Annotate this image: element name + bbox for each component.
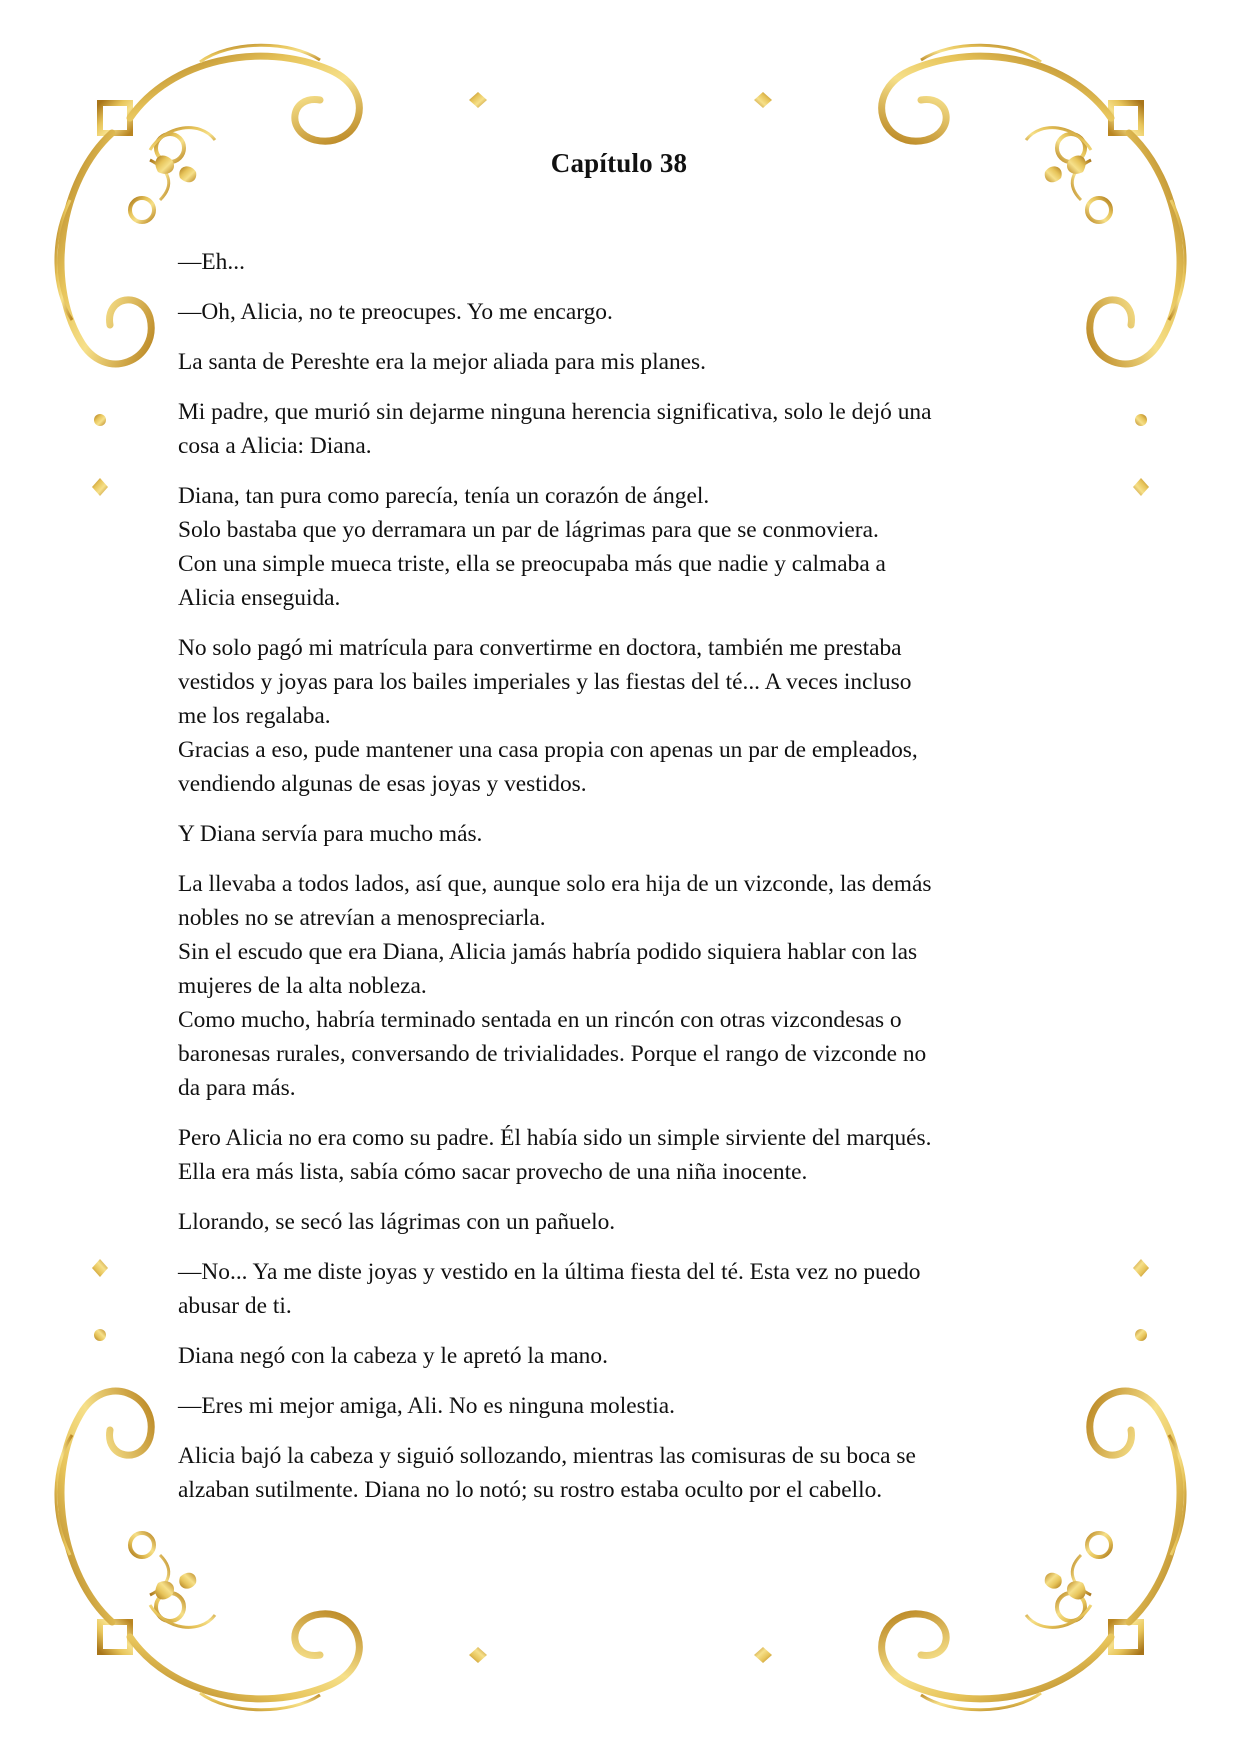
text-line: alzaban sutilmente. Diana no lo notó; su rostro estaba oculto por el cabello. (178, 1477, 883, 1503)
text-line: da para más. (178, 1075, 296, 1101)
text-line: cosa a Alicia: Diana. (178, 433, 372, 459)
paragraph (178, 479, 1060, 615)
text-line: —No... Ya me diste joyas y vestido en la última fiesta del té. Esta vez no puedo (178, 1259, 921, 1285)
text-line: Sin el escudo que era Diana, Alicia jamás habría podido siquiera hablar con las (178, 939, 918, 965)
text-line: baronesas rurales, conversando de trivialidades. Porque el rango de vizconde no (178, 1041, 927, 1067)
text-line: vestidos y joyas para los bailes imperiales y las fiestas del té... A veces incluso (178, 669, 912, 695)
text-line: Alicia bajó la cabeza y siguió sollozando, mientras las comisuras de su boca se (178, 1443, 916, 1469)
text-line: —Oh, Alicia, no te preocupes. Yo me encargo. (178, 299, 613, 325)
text-line: No solo pagó mi matrícula para convertirme en doctora, también me prestaba (178, 635, 902, 661)
text-line: Con una simple mueca triste, ella se preocupaba más que nadie y calmaba a (178, 551, 886, 577)
text-line: Diana negó con la cabeza y le apretó la mano. (178, 1343, 608, 1369)
paragraph (178, 867, 1060, 1105)
text-line: Llorando, se secó las lágrimas con un pañuelo. (178, 1209, 616, 1235)
paragraph (178, 245, 1060, 279)
text-line: Ella era más lista, sabía cómo sacar provecho de una niña inocente. (178, 1159, 808, 1185)
text-line: Alicia enseguida. (178, 585, 341, 611)
text-line: —Eres mi mejor amiga, Ali. No es ninguna molestia. (178, 1393, 675, 1419)
paragraph (178, 1205, 1060, 1239)
text-line: —Eh... (178, 249, 245, 275)
text-line: Como mucho, habría terminado sentada en un rincón con otras vizcondesas o (178, 1007, 902, 1033)
paragraph (178, 817, 1060, 851)
text-line: nobles no se atrevían a menospreciarla. (178, 905, 546, 931)
text-line: me los regalaba. (178, 703, 331, 729)
paragraph (178, 295, 1060, 329)
chapter-body (178, 245, 1060, 1507)
text-line: mujeres de la alta nobleza. (178, 973, 427, 999)
chapter-page (178, 148, 1060, 1523)
text-line: La santa de Pereshte era la mejor aliada para mis planes. (178, 349, 707, 375)
paragraph (178, 1339, 1060, 1373)
paragraph (178, 1439, 1060, 1507)
text-line: Solo bastaba que yo derramara un par de lágrimas para que se conmoviera. (178, 517, 879, 543)
paragraph (178, 1255, 1060, 1323)
paragraph (178, 1389, 1060, 1423)
text-line: Pero Alicia no era como su padre. Él había sido un simple sirviente del marqués. (178, 1125, 932, 1151)
text-line: Y Diana servía para mucho más. (178, 821, 483, 847)
text-line: vendiendo algunas de esas joyas y vestidos. (178, 771, 587, 797)
paragraph (178, 395, 1060, 463)
text-line: Diana, tan pura como parecía, tenía un corazón de ángel. (178, 483, 710, 509)
text-line: Mi padre, que murió sin dejarme ninguna herencia significativa, solo le dejó una (178, 399, 932, 425)
chapter-title: Capítulo 38 (550, 148, 688, 178)
paragraph (178, 631, 1060, 801)
paragraph (178, 345, 1060, 379)
text-line: abusar de ti. (178, 1293, 292, 1319)
text-line: La llevaba a todos lados, así que, aunque solo era hija de un vizconde, las demás (178, 871, 932, 897)
paragraph (178, 1121, 1060, 1189)
text-line: Gracias a eso, pude mantener una casa propia con apenas un par de empleados, (178, 737, 918, 763)
